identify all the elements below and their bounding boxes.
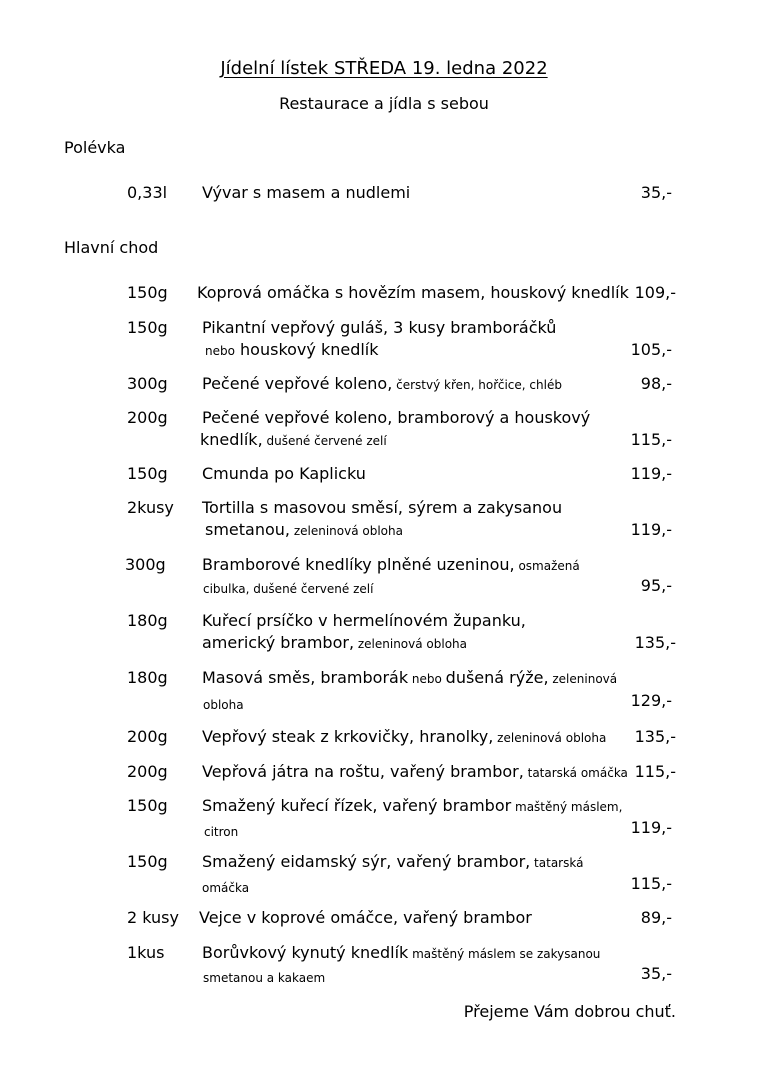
item-note: maštěný máslem, [511,800,623,814]
item-name-main: Vepřový steak z krkovičky, hranolky, [202,727,494,746]
section-soup-heading: Polévka [64,138,126,157]
item-note: zeleninová obloha [493,731,607,745]
item-note: omáčka [202,881,250,895]
item-quantity: 300g [125,555,166,574]
item-name-main: Borůvkový kynutý knedlík [202,943,409,962]
item-price: 119,- [630,464,672,483]
item-price: 35,- [640,183,672,202]
item-name: Vývar s masem a nudlemi [202,183,411,202]
item-note: citron [204,825,239,839]
item-note: osmažená [514,559,580,573]
item-note: obloha [203,698,244,712]
item-price: 115,- [634,762,676,781]
item-name-line-2 [202,877,249,896]
item-name [202,727,606,746]
item-name [202,374,562,393]
item-quantity: 150g [127,318,168,337]
item-quantity: 180g [127,668,168,687]
item-name-line-2 [204,821,238,840]
item-quantity: 150g [127,283,168,302]
item-name [202,555,580,574]
item-price: 89,- [640,908,672,927]
item-name [202,796,622,815]
item-name [202,943,600,962]
item-name-main: Vepřová játra na roštu, vařený brambor, [202,762,524,781]
item-name: Koprová omáčka s hovězím masem, houskový knedlík [197,283,629,302]
item-price: 105,- [630,340,672,359]
item-name: Vejce v koprové omáčce, vařený brambor [199,908,532,927]
item-price: 95,- [640,576,672,595]
item-price: 35,- [640,964,672,983]
item-name [202,852,583,871]
item-quantity: 200g [127,408,168,427]
item-price: 135,- [634,633,676,652]
item-quantity: 180g [127,611,168,630]
item-name: Kuřecí prsíčko v hermelínovém županku, [202,611,526,630]
item-note: zeleninová obloha [354,637,468,651]
item-quantity: 0,33l [127,183,168,202]
item-quantity: 1kus [127,943,165,962]
item-name-cont: knedlík, [200,430,263,449]
item-name-cont: smetanou, [205,520,290,539]
item-note: zeleninová obloha [290,524,403,538]
item-name-main: Smažený eidamský sýr, vařený brambor, [202,852,531,871]
item-note: tatarská [530,856,584,870]
item-note: zeleninová [548,672,618,686]
item-quantity: 150g [127,852,168,871]
item-name [202,762,628,781]
item-name-line-2 [203,578,373,597]
menu-subtitle: Restaurace a jídla s sebou [279,94,489,113]
item-price: 119,- [630,818,672,837]
item-name-line-2 [202,633,467,652]
item-quantity: 300g [127,374,168,393]
item-name-main: Pečené vepřové koleno, [202,374,393,393]
item-quantity: 2kusy [127,498,174,517]
item-note: nebo [205,344,235,358]
item-note: maštěný máslem se zakysanou [408,947,601,961]
footer-greeting: Přejeme Vám dobrou chuť. [463,1002,676,1021]
item-name: Cmunda po Kaplicku [202,464,366,483]
item-price: 135,- [634,727,676,746]
item-quantity: 200g [127,762,168,781]
item-quantity: 2 kusy [127,908,179,927]
item-name-line-2 [205,520,403,539]
item-name-main: Smažený kuřecí řízek, vařený brambor [202,796,512,815]
item-price: 98,- [640,374,672,393]
item-name-line-2 [205,340,379,359]
item-price: 119,- [630,520,672,539]
item-name-main: Bramborové knedlíky plněné uzeninou, [202,555,515,574]
item-note: čerstvý křen, hořčice, chléb [392,378,562,392]
item-quantity: 150g [127,796,168,815]
item-name: Pikantní vepřový guláš, 3 kusy bramboráčků [202,318,557,337]
item-price: 109,- [634,283,676,302]
item-note: dušené červené zelí [262,434,387,448]
item-name: Pečené vepřové koleno, bramborový a houskový [202,408,591,427]
item-name-line-2 [203,967,325,986]
item-name: Tortilla s masovou směsí, sýrem a zakysanou [202,498,563,517]
item-note: smetanou a kakaem [203,971,326,985]
item-price: 115,- [630,874,672,893]
item-name-cont: americký brambor, [202,633,355,652]
menu-title: Jídelní lístek STŘEDA 19. ledna 2022 [220,58,548,79]
item-price: 115,- [630,430,672,449]
item-quantity: 200g [127,727,168,746]
item-name-alt: dušená rýže, [445,668,549,687]
item-note: cibulka, dušené červené zelí [203,582,374,596]
item-note: nebo [408,672,446,686]
item-name [202,668,617,687]
item-note: tatarská omáčka [523,766,628,780]
item-price: 129,- [630,691,672,710]
item-quantity: 150g [127,464,168,483]
item-name-line-2 [203,694,244,713]
item-name-main: Masová směs, bramborák [202,668,409,687]
item-name-line-2 [200,430,387,449]
item-name-cont: houskový knedlík [234,340,379,359]
section-main-heading: Hlavní chod [64,238,159,257]
